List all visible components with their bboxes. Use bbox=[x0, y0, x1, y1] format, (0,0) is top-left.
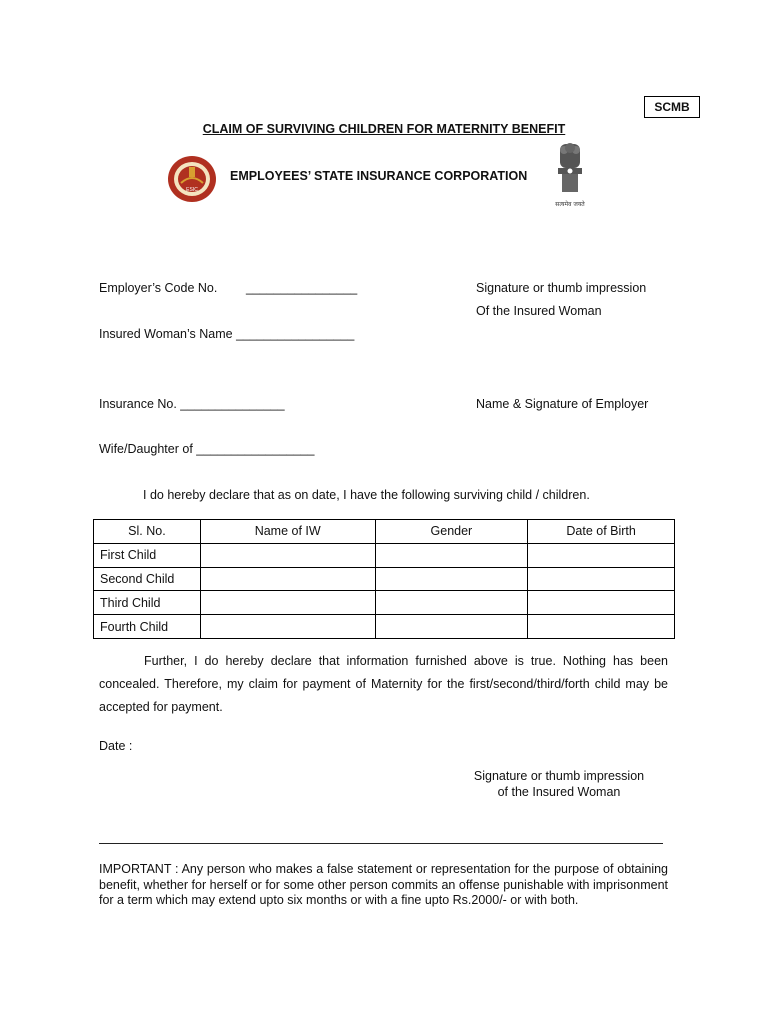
dob-cell[interactable] bbox=[528, 543, 675, 567]
name-cell[interactable] bbox=[200, 567, 375, 591]
gender-cell[interactable] bbox=[375, 567, 528, 591]
bottom-signature-line-2: of the Insured Woman bbox=[497, 785, 621, 799]
header-gender: Gender bbox=[375, 520, 528, 544]
form-title: CLAIM OF SURVIVING CHILDREN FOR MATERNITY BENEFIT bbox=[202, 122, 566, 136]
date-label: Date : bbox=[99, 739, 133, 753]
gender-cell[interactable] bbox=[375, 543, 528, 567]
important-note: IMPORTANT : Any person who makes a false statement or representation for the purpose of obtaining benefit, whether for herself or for some other person commits an offense punishable with imprisonment for a term which may extend upto six months or with a fine upto Rs.2000/- or with both. bbox=[99, 862, 668, 907]
esic-logo bbox=[167, 155, 217, 203]
logo-text: ESIC bbox=[186, 187, 198, 193]
declaration-intro: I do hereby declare that as on date, I have the following surviving child / children. bbox=[143, 488, 590, 502]
employer-code-field[interactable]: ________________ bbox=[246, 281, 358, 295]
name-cell[interactable] bbox=[200, 591, 375, 615]
gender-cell[interactable] bbox=[375, 615, 528, 639]
gender-cell[interactable] bbox=[375, 591, 528, 615]
wife-daughter-of-field[interactable]: Wife/Daughter of _________________ bbox=[99, 442, 315, 456]
further-declaration-text: Further, I do hereby declare that information furnished above is true. Nothing has been concealed. Therefore, my claim for payment of Maternity for the first/second/third/forth child may be accepted for payment. bbox=[99, 654, 668, 714]
table-row bbox=[94, 567, 675, 591]
table-row bbox=[94, 591, 675, 615]
table-row bbox=[94, 615, 675, 639]
table-row bbox=[94, 543, 675, 567]
header-name: Name of IW bbox=[200, 520, 375, 544]
employer-code-label: Employer’s Code No. bbox=[99, 281, 218, 295]
table-header-row bbox=[94, 520, 675, 544]
signature-line-2: Of the Insured Woman bbox=[476, 304, 602, 318]
name-cell[interactable] bbox=[200, 615, 375, 639]
national-emblem bbox=[550, 140, 590, 210]
row-label: Second Child bbox=[94, 567, 201, 591]
dob-cell[interactable] bbox=[528, 591, 675, 615]
form-code-badge: SCMB bbox=[644, 96, 700, 118]
insurance-no-field[interactable]: Insurance No. _______________ bbox=[99, 397, 285, 411]
header-dob: Date of Birth bbox=[528, 520, 675, 544]
children-table bbox=[93, 519, 675, 639]
divider bbox=[99, 843, 663, 844]
header-sl-no: Sl. No. bbox=[94, 520, 201, 544]
name-cell[interactable] bbox=[200, 543, 375, 567]
dob-cell[interactable] bbox=[528, 567, 675, 591]
emblem-motto: सत्यमेव जयते bbox=[555, 201, 585, 208]
insured-woman-name-field[interactable]: Insured Woman’s Name _________________ bbox=[99, 327, 355, 341]
row-label: Third Child bbox=[94, 591, 201, 615]
row-label: Fourth Child bbox=[94, 615, 201, 639]
dob-cell[interactable] bbox=[528, 615, 675, 639]
bottom-signature-line-1: Signature or thumb impression bbox=[473, 769, 645, 783]
signature-line-1: Signature or thumb impression bbox=[476, 281, 647, 295]
further-declaration bbox=[99, 650, 668, 719]
row-label: First Child bbox=[94, 543, 201, 567]
employer-signature-label: Name & Signature of Employer bbox=[476, 397, 649, 411]
organization-name: EMPLOYEES’ STATE INSURANCE CORPORATION bbox=[230, 169, 528, 183]
